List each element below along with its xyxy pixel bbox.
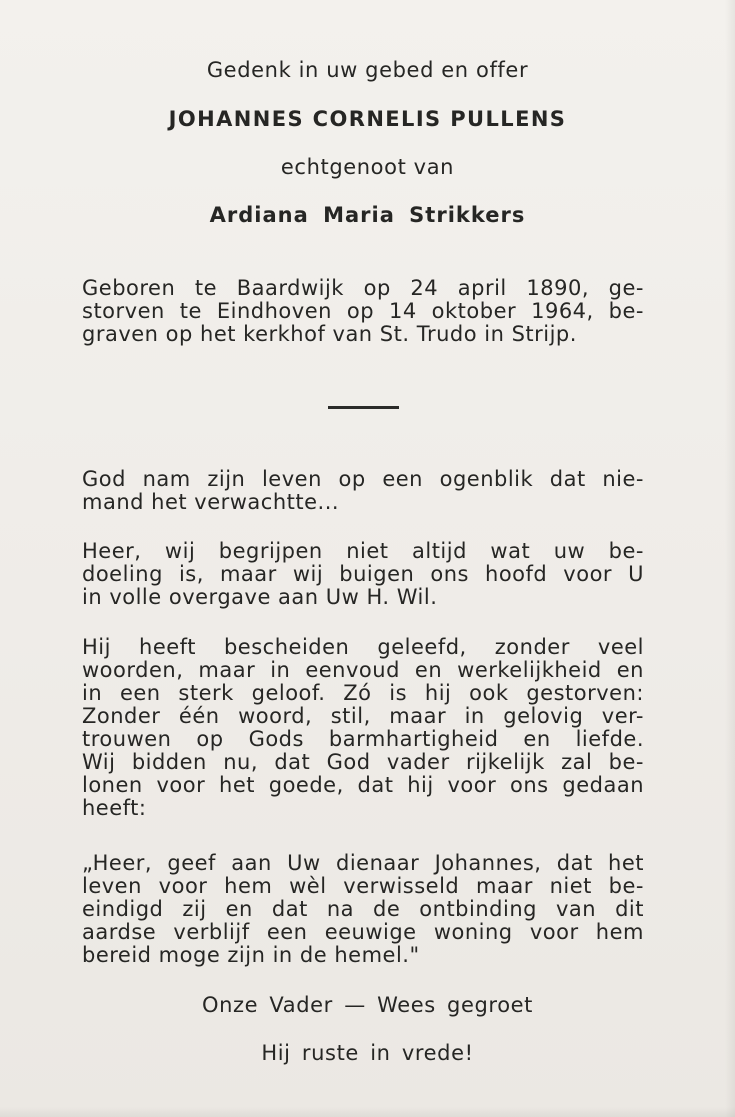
paragraph-life-description	[82, 636, 644, 820]
text-line: eindigd zij en dat na de ontbinding van dit	[82, 897, 644, 921]
intro-line: Gedenk in uw gebed en offer	[206, 58, 529, 82]
text-line: heeft:	[82, 796, 147, 820]
text-line: lonen voor het goede, dat hij voor ons gedaan	[82, 773, 644, 797]
rest-in-peace: Hij ruste in vrede!	[261, 1041, 474, 1065]
text-line: Hij heeft bescheiden geleefd, zonder veel	[82, 635, 644, 659]
text-line: Wij bidden nu, dat God vader rijkelijk zal be-	[82, 750, 644, 774]
text-line: doeling is, maar wij buigen ons hoofd voor U	[82, 562, 644, 586]
text-line: God nam zijn leven op een ogenblik dat nie-	[82, 467, 644, 491]
spouse-label: echtgenoot van	[280, 155, 455, 179]
text-line: aardse verblijf een eeuwige woning voor hem	[82, 920, 644, 944]
text-line: bereid moge zijn in de hemel."	[82, 943, 420, 967]
text-line: mand het verwachtte...	[82, 490, 340, 514]
closing-prayer: Onze Vader — Wees gegroet	[201, 993, 534, 1017]
text-line: „Heer, geef aan Uw dienaar Johannes, dat het	[82, 851, 644, 875]
text-line: Heer, wij begrijpen niet altijd wat uw be-	[82, 539, 644, 563]
divider-rule	[328, 406, 399, 409]
paragraph-prayer-quote	[82, 852, 644, 967]
deceased-name: JOHANNES CORNELIS PULLENS	[168, 107, 567, 131]
life-dates-paragraph	[82, 277, 644, 346]
text-line: trouwen op Gods barmhartigheid en liefde.	[82, 727, 644, 751]
card-edge-shadow-bottom	[0, 1107, 735, 1117]
paragraph-unexpected-death	[82, 468, 644, 514]
text-line: graven op het kerkhof van St. Trudo in Strijp.	[82, 322, 577, 346]
paragraph-surrender	[82, 540, 644, 609]
spouse-name: Ardiana Maria Strikkers	[209, 203, 526, 227]
text-line: woorden, maar in eenvoud en werkelijkheid en	[82, 658, 644, 682]
text-line: Geboren te Baardwijk op 24 april 1890, ge-	[82, 276, 644, 300]
text-line: storven te Eindhoven op 14 oktober 1964, be-	[82, 299, 644, 323]
text-line: Zonder één woord, stil, maar in gelovig ver-	[82, 704, 644, 728]
text-line: in volle overgave aan Uw H. Wil.	[82, 585, 438, 609]
text-line: in een sterk geloof. Zó is hij ook gestorven:	[82, 681, 644, 705]
text-line: leven voor hem wèl verwisseld maar niet be-	[82, 874, 644, 898]
